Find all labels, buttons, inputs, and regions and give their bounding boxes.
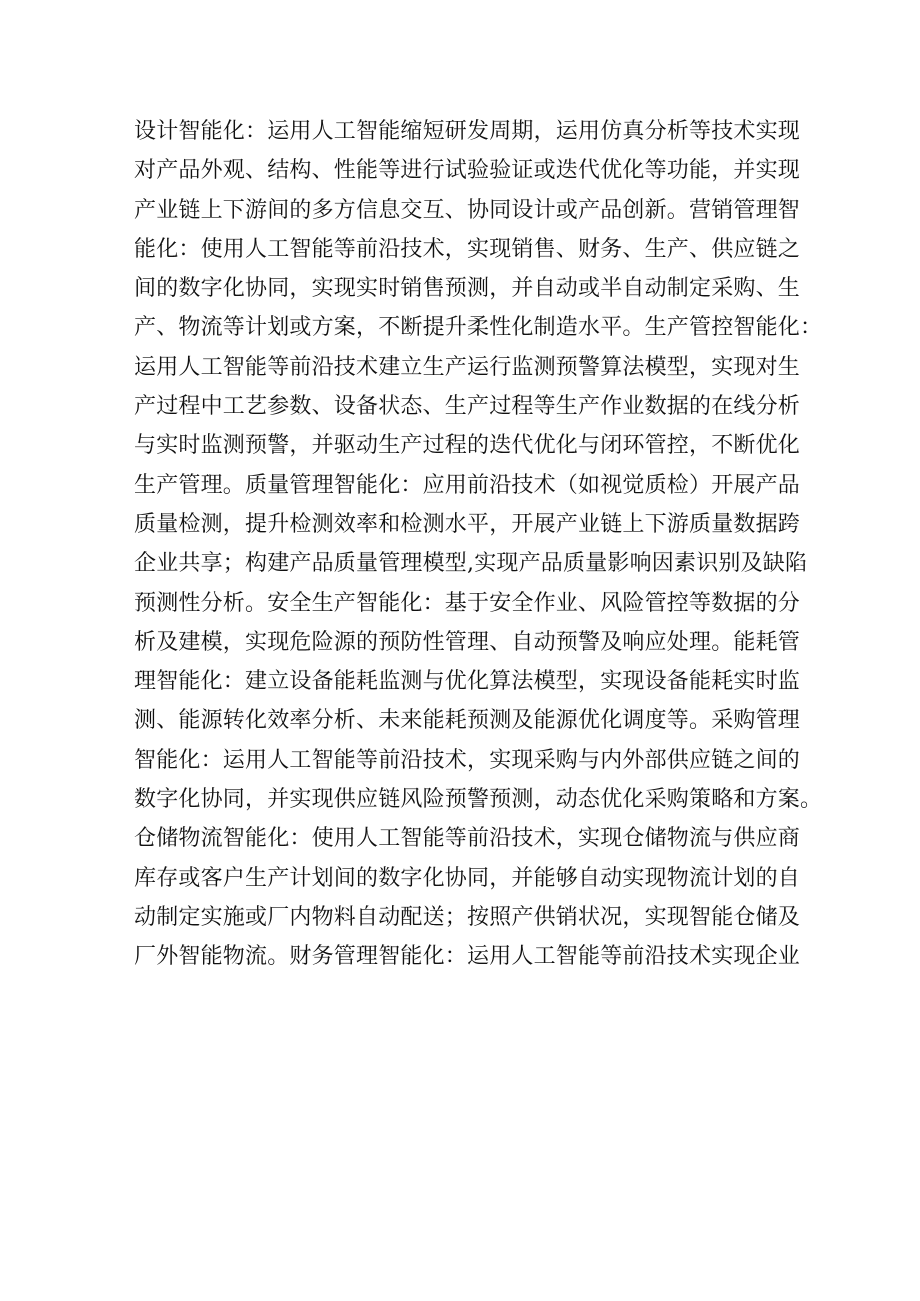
text-line: 析及建模，实现危险源的预防性管理、自动预警及响应处理。能耗管 bbox=[134, 629, 801, 655]
text-line: 厂外智能物流。财务管理智能化：运用人工智能等前沿技术实现企业 bbox=[134, 944, 801, 970]
text-line: 能化：使用人工智能等前沿技术，实现销售、财务、生产、供应链之 bbox=[134, 236, 801, 262]
text-line: 运用人工智能等前沿技术建立生产运行监测预警算法模型，实现对生 bbox=[134, 354, 801, 380]
text-line: 仓储物流智能化：使用人工智能等前沿技术，实现仓储物流与供应商 bbox=[134, 826, 801, 852]
text-line: 产、物流等计划或方案，不断提升柔性化制造水平。生产管控智能化： bbox=[134, 315, 823, 341]
text-line: 预测性分析。安全生产智能化：基于安全作业、风险管控等数据的分 bbox=[134, 590, 801, 616]
text-line: 产过程中工艺参数、设备状态、生产过程等生产作业数据的在线分析 bbox=[134, 394, 801, 420]
text-line: 智能化：运用人工智能等前沿技术，实现采购与内外部供应链之间的 bbox=[134, 747, 801, 773]
text-line: 测、能源转化效率分析、未来能耗预测及能源优化调度等。采购管理 bbox=[134, 708, 801, 734]
text-line: 数字化协同，并实现供应链风险预警预测，动态优化采购策略和方案。 bbox=[134, 787, 823, 813]
text-line: 企业共享；构建产品质量管理模型,实现产品质量影响因素识别及缺陷 bbox=[134, 551, 808, 577]
body-paragraph bbox=[134, 112, 823, 977]
text-line: 设计智能化：运用人工智能缩短研发周期，运用仿真分析等技术实现 bbox=[134, 119, 801, 144]
text-line: 与实时监测预警，并驱动生产过程的迭代优化与闭环管控，不断优化 bbox=[134, 433, 801, 459]
text-line: 动制定实施或厂内物料自动配送；按照产供销状况，实现智能仓储及 bbox=[134, 904, 801, 930]
text-line: 生产管理。质量管理智能化：应用前沿技术（如视觉质检）开展产品 bbox=[134, 472, 801, 498]
text-line: 对产品外观、结构、性能等进行试验验证或迭代优化等功能，并实现 bbox=[134, 158, 801, 184]
text-line: 产业链上下游间的多方信息交互、协同设计或产品创新。营销管理智 bbox=[134, 197, 801, 223]
text-line: 库存或客户生产计划间的数字化协同，并能够自动实现物流计划的自 bbox=[134, 865, 801, 891]
text-line: 间的数字化协同，实现实时销售预测，并自动或半自动制定采购、生 bbox=[134, 276, 801, 302]
text-line: 理智能化：建立设备能耗监测与优化算法模型，实现设备能耗实时监 bbox=[134, 669, 801, 695]
text-line: 质量检测，提升检测效率和检测水平，开展产业链上下游质量数据跨 bbox=[134, 511, 801, 537]
